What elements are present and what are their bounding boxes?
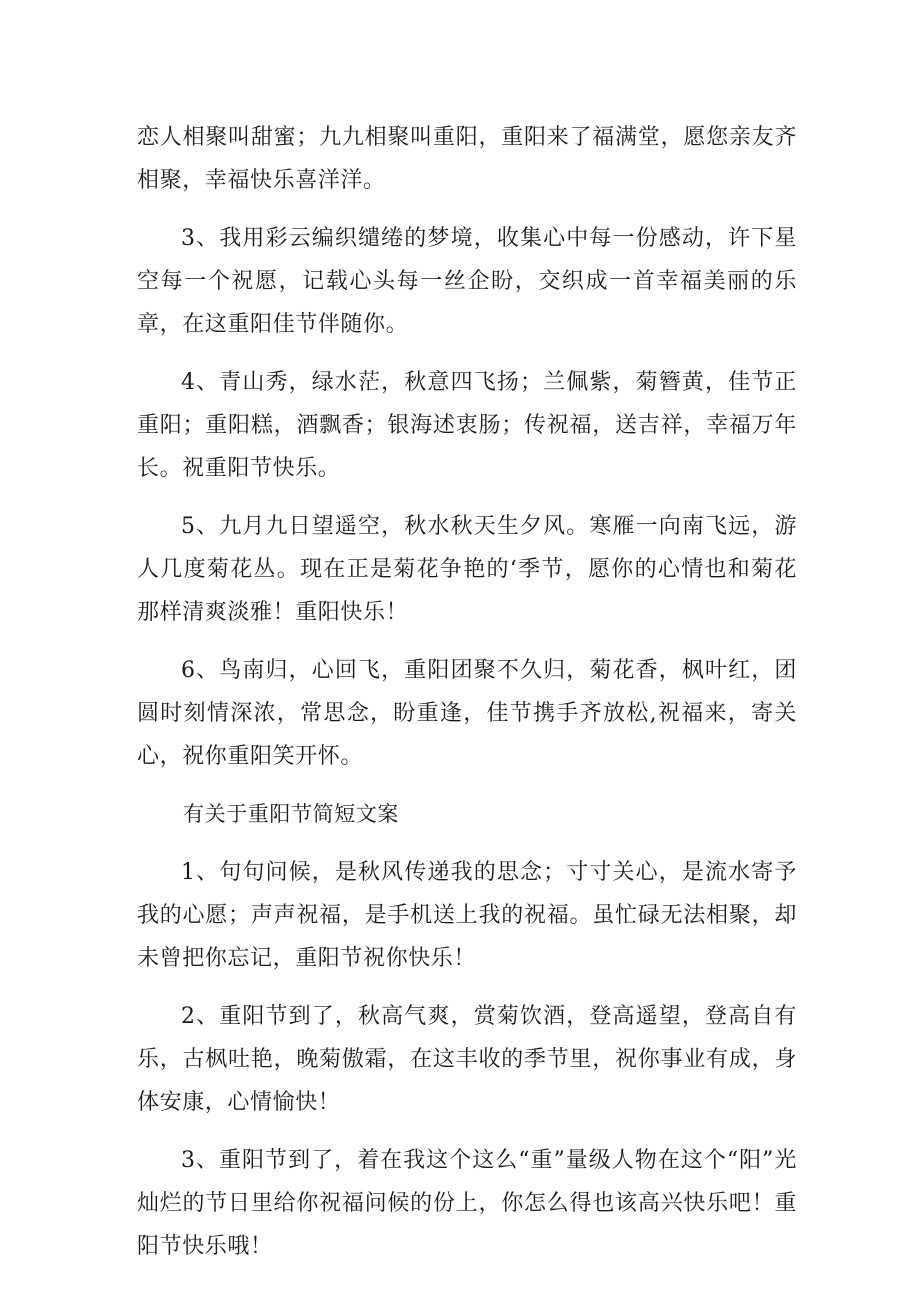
- paragraph-continuation: 恋人相聚叫甜蜜；九九相聚叫重阳，重阳来了福满堂，愿您亲友齐相聚，幸福快乐喜洋洋。: [137, 125, 797, 193]
- paragraph-item-2: 2、重阳节到了，秋高气爽，赏菊饮酒，登高遥望，登高自有乐，古枫吐艳，晚菊傲霜，在这丰收的季节里，祝你事业有成，身体安康，心情愉快！: [137, 1004, 797, 1115]
- paragraph-item-3: 3、我用彩云编织缱绻的梦境，收集心中每一份感动，许下星空每一个祝愿，记载心头每一丝企盼，交织成一首幸福美丽的乐章，在这重阳佳节伴随你。: [137, 226, 797, 337]
- paragraph-item-5: 5、九月九日望遥空，秋水秋天生夕风。寒雁一向南飞远，游人几度菊花丛。现在正是菊花争艳的‘季节，愿你的心情也和菊花那样清爽淡雅！重阳快乐！: [137, 514, 797, 625]
- document-body: [137, 116, 797, 1268]
- paragraph-item-1: 1、句句问候，是秋风传递我的思念；寸寸关心，是流水寄予我的心愿；声声祝福，是手机送上我的祝福。虽忙碌无法相聚，却未曾把你忘记，重阳节祝你快乐！: [137, 860, 797, 971]
- paragraph-item-4: 4、青山秀，绿水茫，秋意四飞扬；兰佩紫，菊簪黄，佳节正重阳；重阳糕，酒飘香；银海述衷肠；传祝福，送吉祥，幸福万年长。祝重阳节快乐。: [137, 370, 797, 481]
- paragraph-item-6: 6、鸟南归，心回飞，重阳团聚不久归，菊花香，枫叶红，团圆时刻情深浓，常思念，盼重逢，佳节携手齐放松,祝福来，寄关心，祝你重阳笑开怀。: [137, 658, 797, 769]
- paragraph-item-3b: 3、重阳节到了，着在我这个这么“重”量级人物在这个“阳”光灿烂的节日里给你祝福问候的份上，你怎么得也该高兴快乐吧！重阳节快乐哦！: [137, 1148, 797, 1259]
- section-heading: 有关于重阳节简短文案: [183, 802, 399, 826]
